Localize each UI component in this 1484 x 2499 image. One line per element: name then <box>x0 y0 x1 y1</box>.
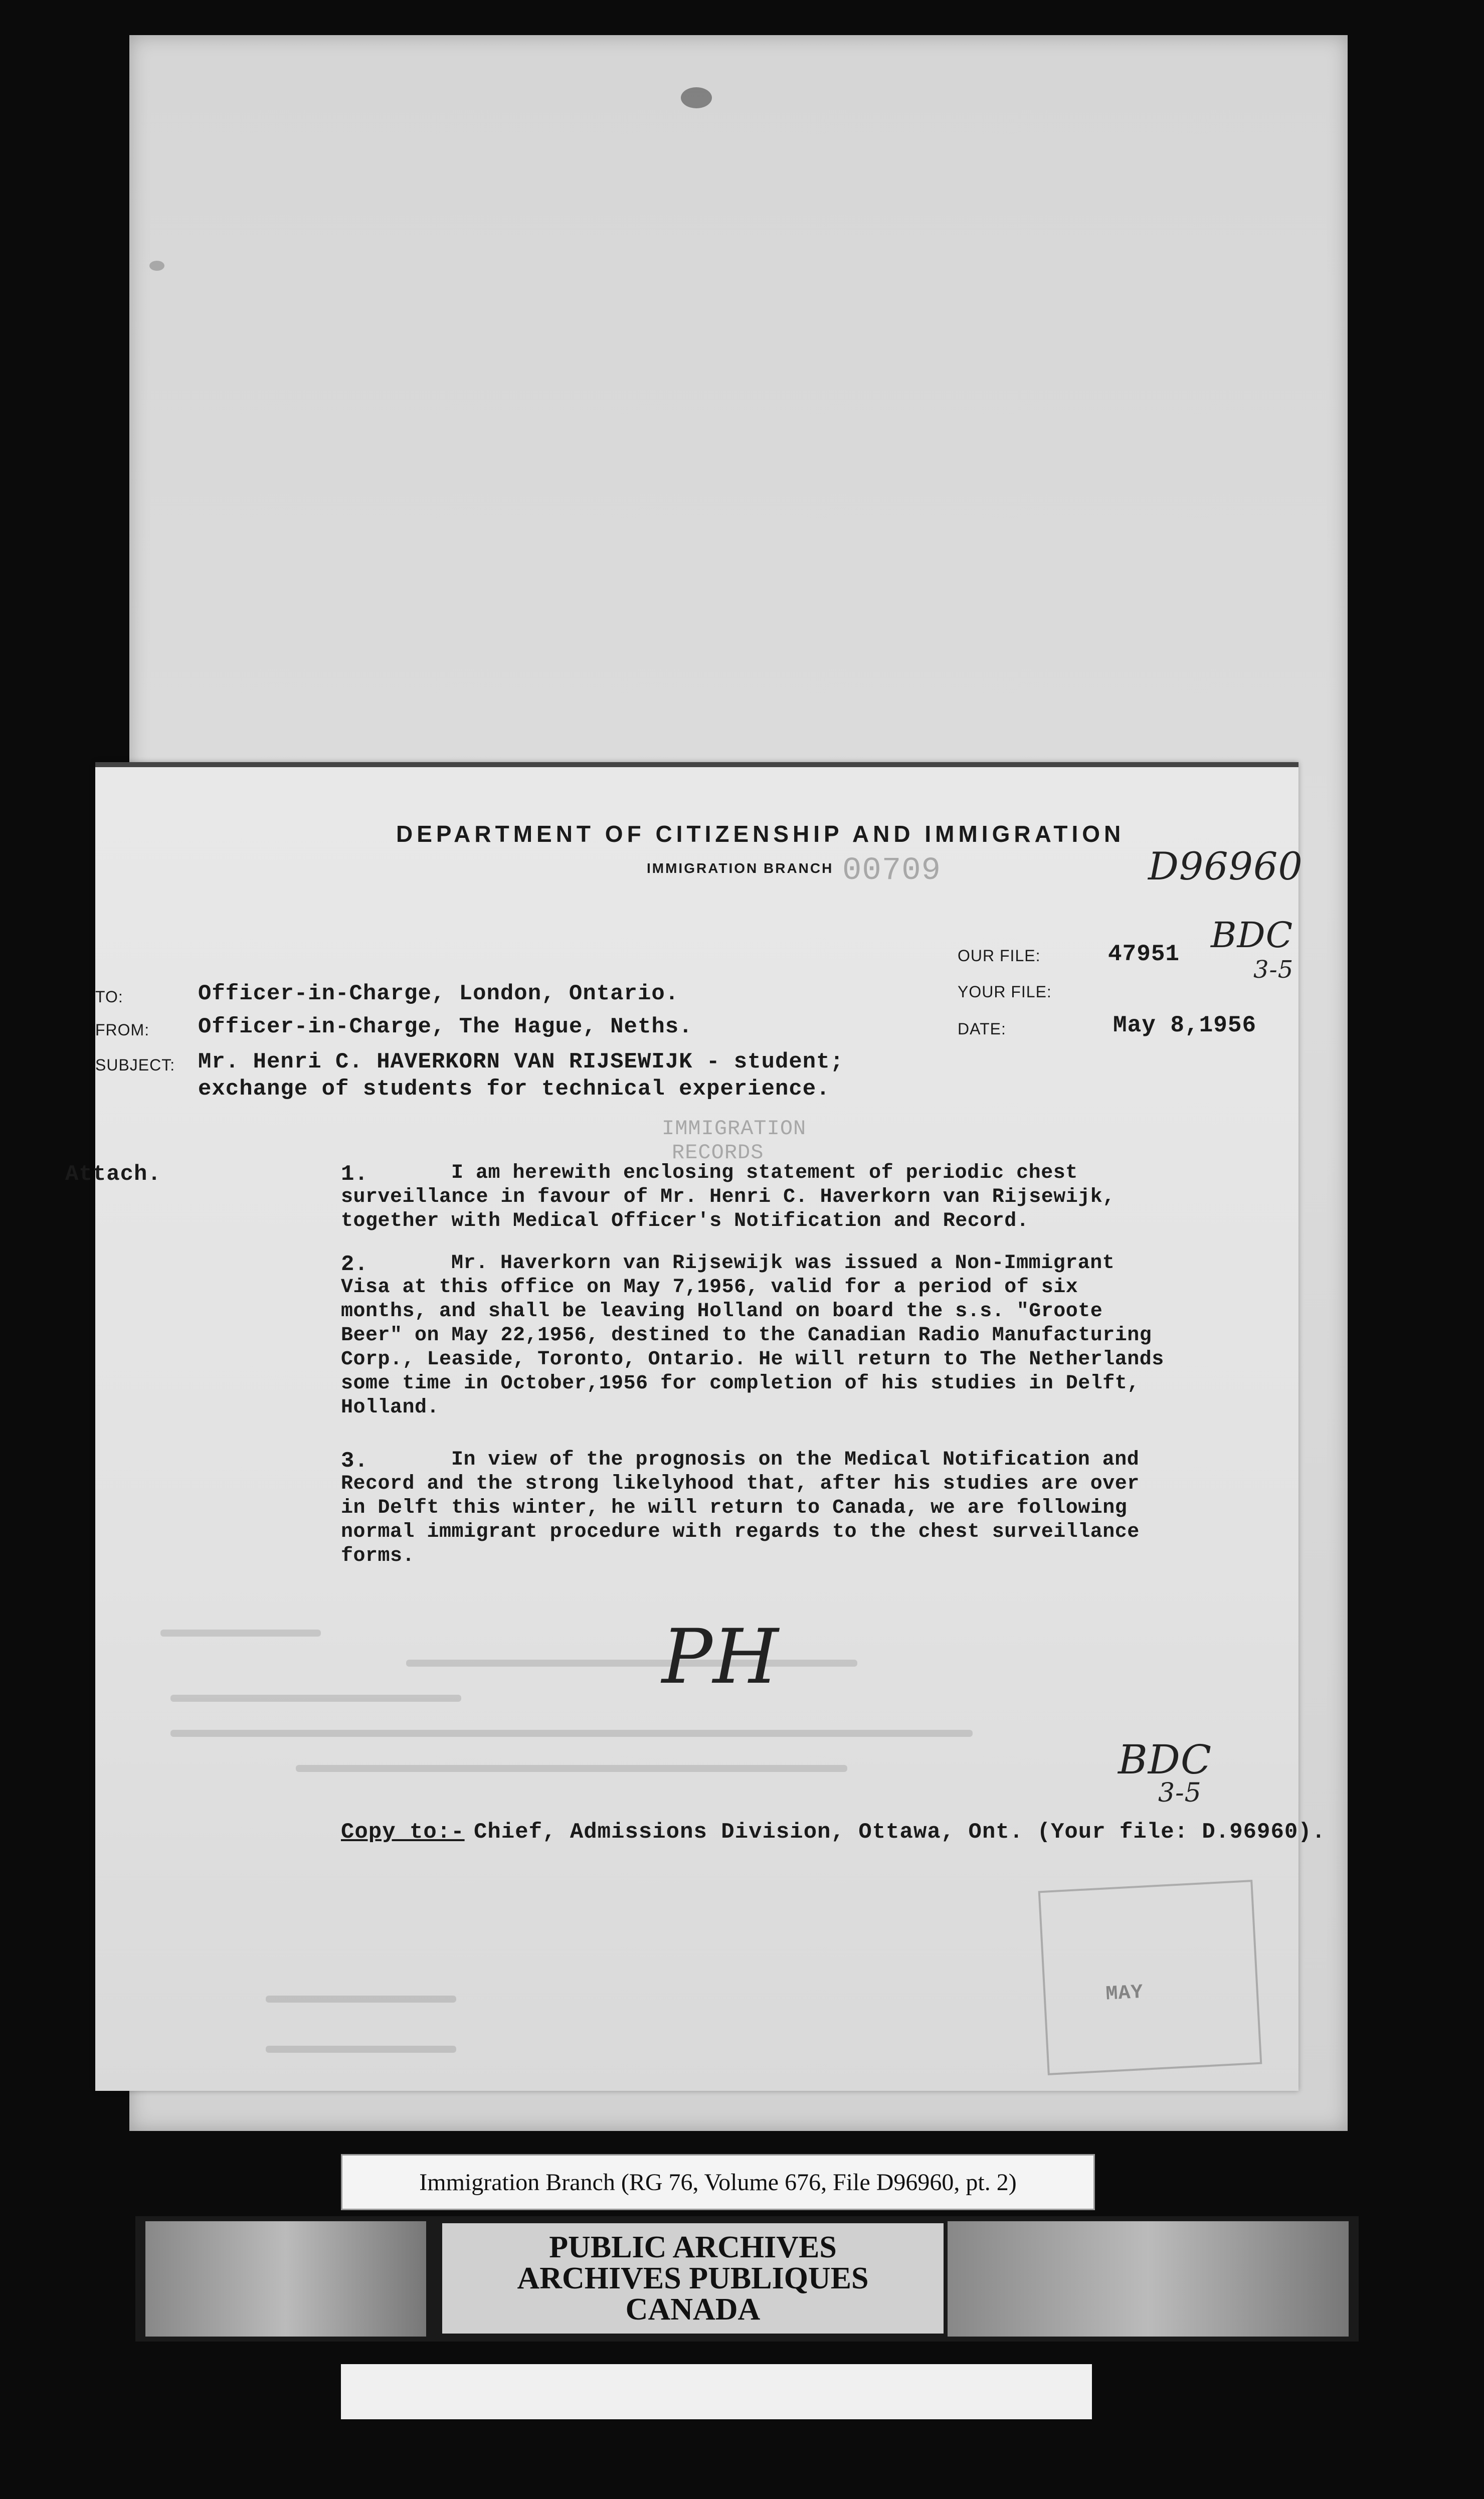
archive-label-line-1: PUBLIC ARCHIVES <box>549 2230 837 2264</box>
our-file-value: 47951 <box>1108 941 1180 967</box>
handwritten-bdc-sub: 3-5 <box>1158 1778 1202 1808</box>
left-spool <box>145 2221 426 2337</box>
bleed-through-line <box>170 1695 461 1702</box>
paragraph-1-number: 1. <box>341 1162 368 1187</box>
right-spool <box>948 2221 1349 2337</box>
handwritten-bdc: BDC <box>1118 1736 1212 1783</box>
subject-line-1: Mr. Henri C. HAVERKORN VAN RIJSEWIJK - student; <box>198 1049 844 1075</box>
copy-to-value: Chief, Admissions Division, Ottawa, Ont. (Your file: D.96960). <box>474 1820 1326 1845</box>
from-label: FROM: <box>95 1021 150 1039</box>
received-stamp-date: MAY <box>1105 1981 1144 2006</box>
our-file-label: OUR FILE: <box>958 947 1041 965</box>
date-label: DATE: <box>958 1020 1006 1038</box>
handwritten-bdc-top: BDC <box>1211 915 1293 956</box>
to-label: TO: <box>95 988 123 1006</box>
received-stamp-line-2: RECORDS <box>672 1141 764 1165</box>
branch-heading: IMMIGRATION BRANCH <box>647 860 834 876</box>
paragraph-2-number: 2. <box>341 1252 368 1277</box>
archive-label-line-2: ARCHIVES PUBLIQUES <box>517 2261 869 2295</box>
archive-caption: Immigration Branch (RG 76, Volume 676, File D96960, pt. 2) <box>341 2154 1095 2210</box>
received-stamp-line-1: IMMIGRATION <box>662 1117 807 1141</box>
received-stamp-box <box>1038 1880 1262 2075</box>
handwritten-bdc-top-sub: 3-5 <box>1253 956 1294 984</box>
public-archives-label <box>442 2223 944 2334</box>
copy-to-label: Copy to:- <box>341 1820 465 1845</box>
handwritten-file-number: D96960 <box>1148 844 1303 888</box>
paragraph-2: Mr. Haverkorn van Rijsewijk was issued a Non-Immigrant Visa at this office on May 7,1956, valid for a period of six months, and shall be leaving Holland on board the s.s. "Groote Beer" on May 22,1956, destined to the Canadian Radio Manufacturing Corp., Leaside, Toronto, Ontario. He will return to The Netherlands some time in October,1956 for completion of his studies in Delft, Holland. <box>341 1252 1164 1419</box>
archive-label-line-3: CANADA <box>625 2292 761 2327</box>
from-value: Officer-in-Charge, The Hague, Neths. <box>198 1014 693 1039</box>
subject-line-2: exchange of students for technical experience. <box>198 1077 830 1102</box>
bleed-through-line <box>266 2046 456 2053</box>
paragraph-3-number: 3. <box>341 1449 368 1474</box>
your-file-label: YOUR FILE: <box>958 983 1052 1001</box>
bleed-through-line <box>266 1996 456 2003</box>
bleed-through-line <box>296 1765 847 1772</box>
department-heading: DEPARTMENT OF CITIZENSHIP AND IMMIGRATION <box>396 821 1125 847</box>
paragraph-3: In view of the prognosis on the Medical Notification and Record and the strong likelyhood that, after his studies are over in Delft this winter, he will return to Canada, we are following normal immigrant procedure with regards to the chest surveillance forms. <box>341 1449 1140 1567</box>
attach-label: Attach. <box>65 1162 161 1187</box>
bleed-through-line <box>406 1660 857 1667</box>
bleed-through-line <box>160 1630 321 1637</box>
paragraph-1: I am herewith enclosing statement of periodic chest surveillance in favour of Mr. Henri C. Haverkorn van Rijsewijk, together with Medical Officer's Notification and Record. <box>341 1162 1115 1232</box>
bottom-strip <box>341 2364 1092 2419</box>
bleed-through-line <box>170 1730 973 1737</box>
initials-signature: PH <box>662 1614 779 1701</box>
to-value: Officer-in-Charge, London, Ontario. <box>198 981 679 1006</box>
stamp-number: 00709 <box>842 853 942 889</box>
memo-document <box>65 762 1326 2091</box>
subject-label: SUBJECT: <box>95 1056 175 1074</box>
date-value: May 8,1956 <box>1113 1012 1257 1038</box>
ink-speck <box>149 261 164 271</box>
ink-blot <box>681 87 712 108</box>
